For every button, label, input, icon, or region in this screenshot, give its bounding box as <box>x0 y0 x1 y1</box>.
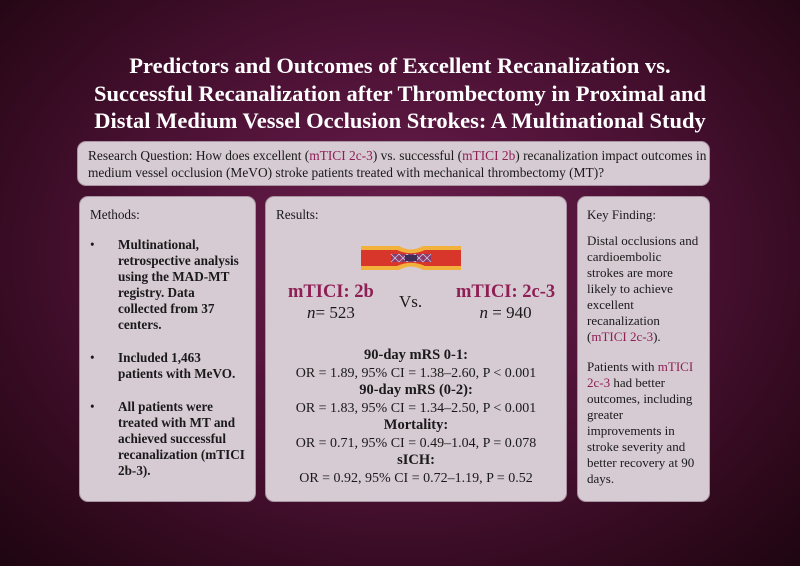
rq-middle: ) vs. successful ( <box>372 148 463 163</box>
research-question-line-2: medium vessel occlusion (MeVO) stroke patients treated with mechanical thrombectomy (MT)? <box>88 165 605 180</box>
group-2b <box>288 282 374 323</box>
title-line-3: Distal Medium Vessel Occlusion Strokes: A Multinational Study <box>94 108 706 133</box>
key-finding-text <box>587 233 700 487</box>
methods-item-text: Included 1,463 patients with MeVO. <box>118 350 236 381</box>
outcome-label-mrs-0-1: 90-day mRS 0-1: <box>364 347 468 363</box>
n-symbol: n <box>479 303 489 322</box>
methods-list <box>90 237 245 479</box>
research-question-line-1 <box>88 147 707 164</box>
kf-p1-end: ). <box>653 329 661 344</box>
list-item <box>90 237 245 333</box>
bullet-icon: • <box>90 237 95 252</box>
kf-p1-text: Distal occlusions and cardioembolic strokes are more likely to achieve excellent recanalization ( <box>587 233 699 344</box>
group-2b-n-value: = 523 <box>315 303 355 322</box>
kf-p2-term: mTICI 2c-3 <box>587 359 694 390</box>
poster-title <box>60 52 740 135</box>
kf-p2-text: had better outcomes, including greater improvements in stroke severity and better recovery at 90 days. <box>587 375 695 486</box>
clot <box>405 255 417 261</box>
group-2c3-label: mTICI: 2c-3 <box>456 282 556 302</box>
methods-heading: Methods: <box>90 207 140 222</box>
rq-prefix: Research Question: How does excellent ( <box>88 148 310 163</box>
methods-item-text: Multinational, retrospective analysis using the MAD-MT registry. Data collected from 37 centers. <box>118 237 239 332</box>
key-finding-paragraph-2 <box>587 359 700 487</box>
results-panel <box>265 196 567 502</box>
outcome-label-mrs-0-2: 90-day mRS (0-2): <box>359 382 473 398</box>
kf-p1-term: mTICI 2c-3 <box>591 329 654 344</box>
methods-item-text: All patients were treated with MT and achieved successful recanalization (mTICI 2b-3). <box>118 399 245 478</box>
methods-panel <box>79 196 256 502</box>
rq-term-excellent: mTICI 2c-3 <box>309 148 373 163</box>
outcome-statistics <box>266 347 566 487</box>
kf-p2-start: Patients with <box>587 359 658 374</box>
outcome-label-sich: sICH: <box>397 452 435 468</box>
blood-vessel-thrombus-icon <box>361 244 461 272</box>
group-2c3-n-value: = 940 <box>488 303 532 322</box>
outcome-value-mrs-0-2: OR = 1.83, 95% CI = 1.34–2.50, P < 0.001 <box>295 400 537 416</box>
rq-suffix: ) recanalization impact outcomes in <box>515 148 707 163</box>
title-line-1: Predictors and Outcomes of Excellent Recanalization vs. <box>129 53 671 78</box>
group-2b-n <box>288 303 374 323</box>
outcome-value-sich: OR = 0.92, 95% CI = 0.72–1.19, P = 0.52 <box>299 470 533 486</box>
bullet-icon: • <box>90 350 95 365</box>
research-question-box <box>77 141 710 186</box>
key-finding-panel <box>577 196 710 502</box>
list-item <box>90 399 245 479</box>
rq-term-successful: mTICI 2b <box>462 148 516 163</box>
results-heading: Results: <box>276 207 319 222</box>
outcome-label-mortality: Mortality: <box>383 417 449 433</box>
outcome-value-mortality: OR = 0.71, 95% CI = 0.49–1.04, P = 0.078 <box>295 435 537 451</box>
group-2c3 <box>456 282 555 323</box>
group-comparison <box>266 282 566 332</box>
key-finding-paragraph-1 <box>587 233 700 345</box>
n-symbol: n <box>307 303 316 322</box>
versus-label: Vs. <box>399 292 423 311</box>
group-2c3-n <box>456 303 555 323</box>
title-line-2: Successful Recanalization after Thrombectomy in Proximal and <box>93 80 707 106</box>
bullet-icon: • <box>90 399 95 414</box>
key-finding-heading: Key Finding: <box>587 207 656 222</box>
list-item <box>90 350 245 382</box>
group-2b-label: mTICI: 2b <box>288 282 374 302</box>
outcome-value-mrs-0-1: OR = 1.89, 95% CI = 1.38–2.60, P < 0.001 <box>295 365 537 381</box>
